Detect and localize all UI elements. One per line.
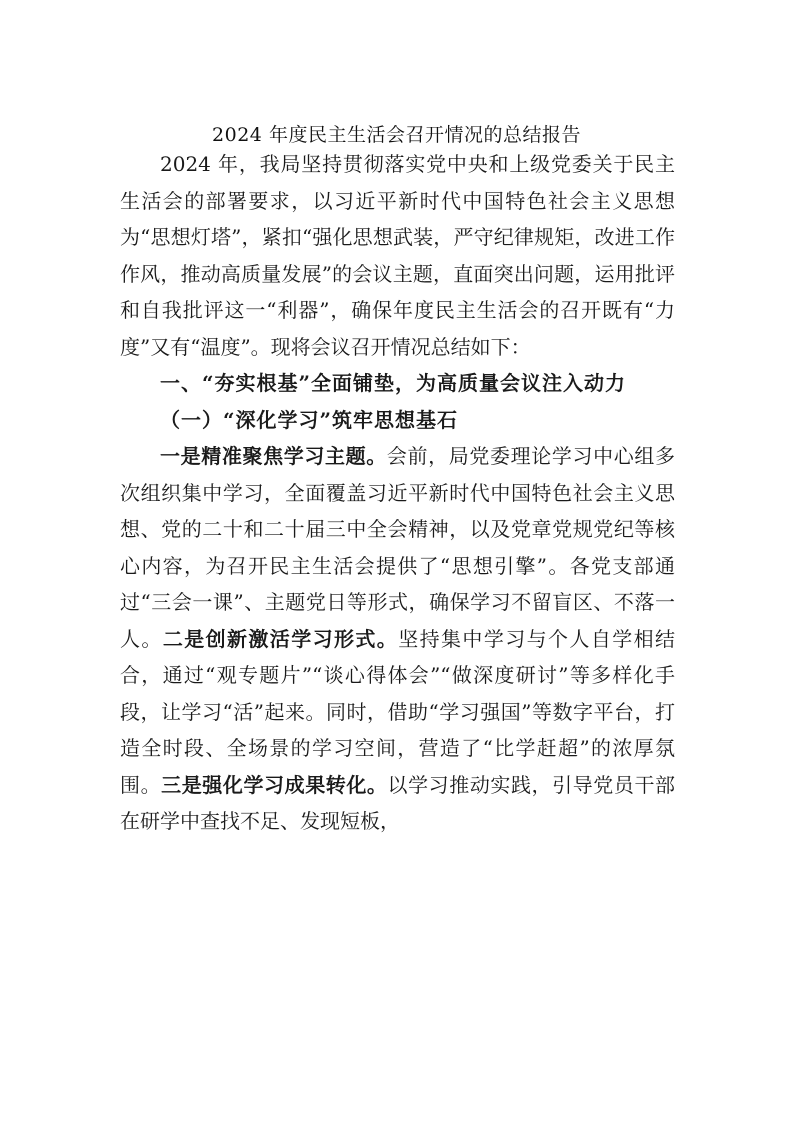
point-lead: 二是创新激活学习形式。 [162,626,399,651]
point-text: 会前，局党委理论学习中心组多次组织集中学习，全面覆盖习近平新时代中国特色社会主义思想、党的二十和二十届三中全会精神，以及党章党规党纪等核心内容，为召开民主生活会提供了“思想引擎”。各党支部通过“三会一课”、主题党日等形式，确保学习不留盲区、不落一人。 [120,444,675,651]
point-lead: 三是强化学习成果转化。 [161,772,388,797]
intro-paragraph: 2024 年，我局坚持贯彻落实党中央和上级党委关于民主生活会的部署要求，以习近平新时代中国特色社会主义思想为“思想灯塔”，紧扣“强化思想武装，严守纪律规矩，改进工作作风，推动高质量发展”的会议主题，直面突出问题，运用批评和自我批评这一“利器”，确保年度民主生活会的召开既有“力度”又有“温度”。现将会议召开情况总结如下： [120,152,675,359]
point-text: 坚持集中学习与个人自学相结合，通过“观专题片”“谈心得体会”“做深度研讨”等多样化手段，让学习“活”起来。同时，借助“学习强国”等数字平台，打造全时段、全场景的学习空间，营造了“比学赶超”的浓厚氛围。 [120,626,676,797]
subsection-heading: （一）“深化学习”筑牢思想基石 [160,407,459,432]
point-lead: 一是精准聚焦学习主题。 [160,444,387,468]
body-paragraph [120,438,675,840]
document-title: 2024 年度民主生活会召开情况的总结报告 [212,124,581,146]
document-body [120,146,675,840]
point-text: 以学习推动实践，引导党员干部在研学中查找不足、发现短板， [120,772,676,833]
section-heading: 一、“夯实根基”全面铺垫，为高质量会议注入动力 [160,371,627,395]
